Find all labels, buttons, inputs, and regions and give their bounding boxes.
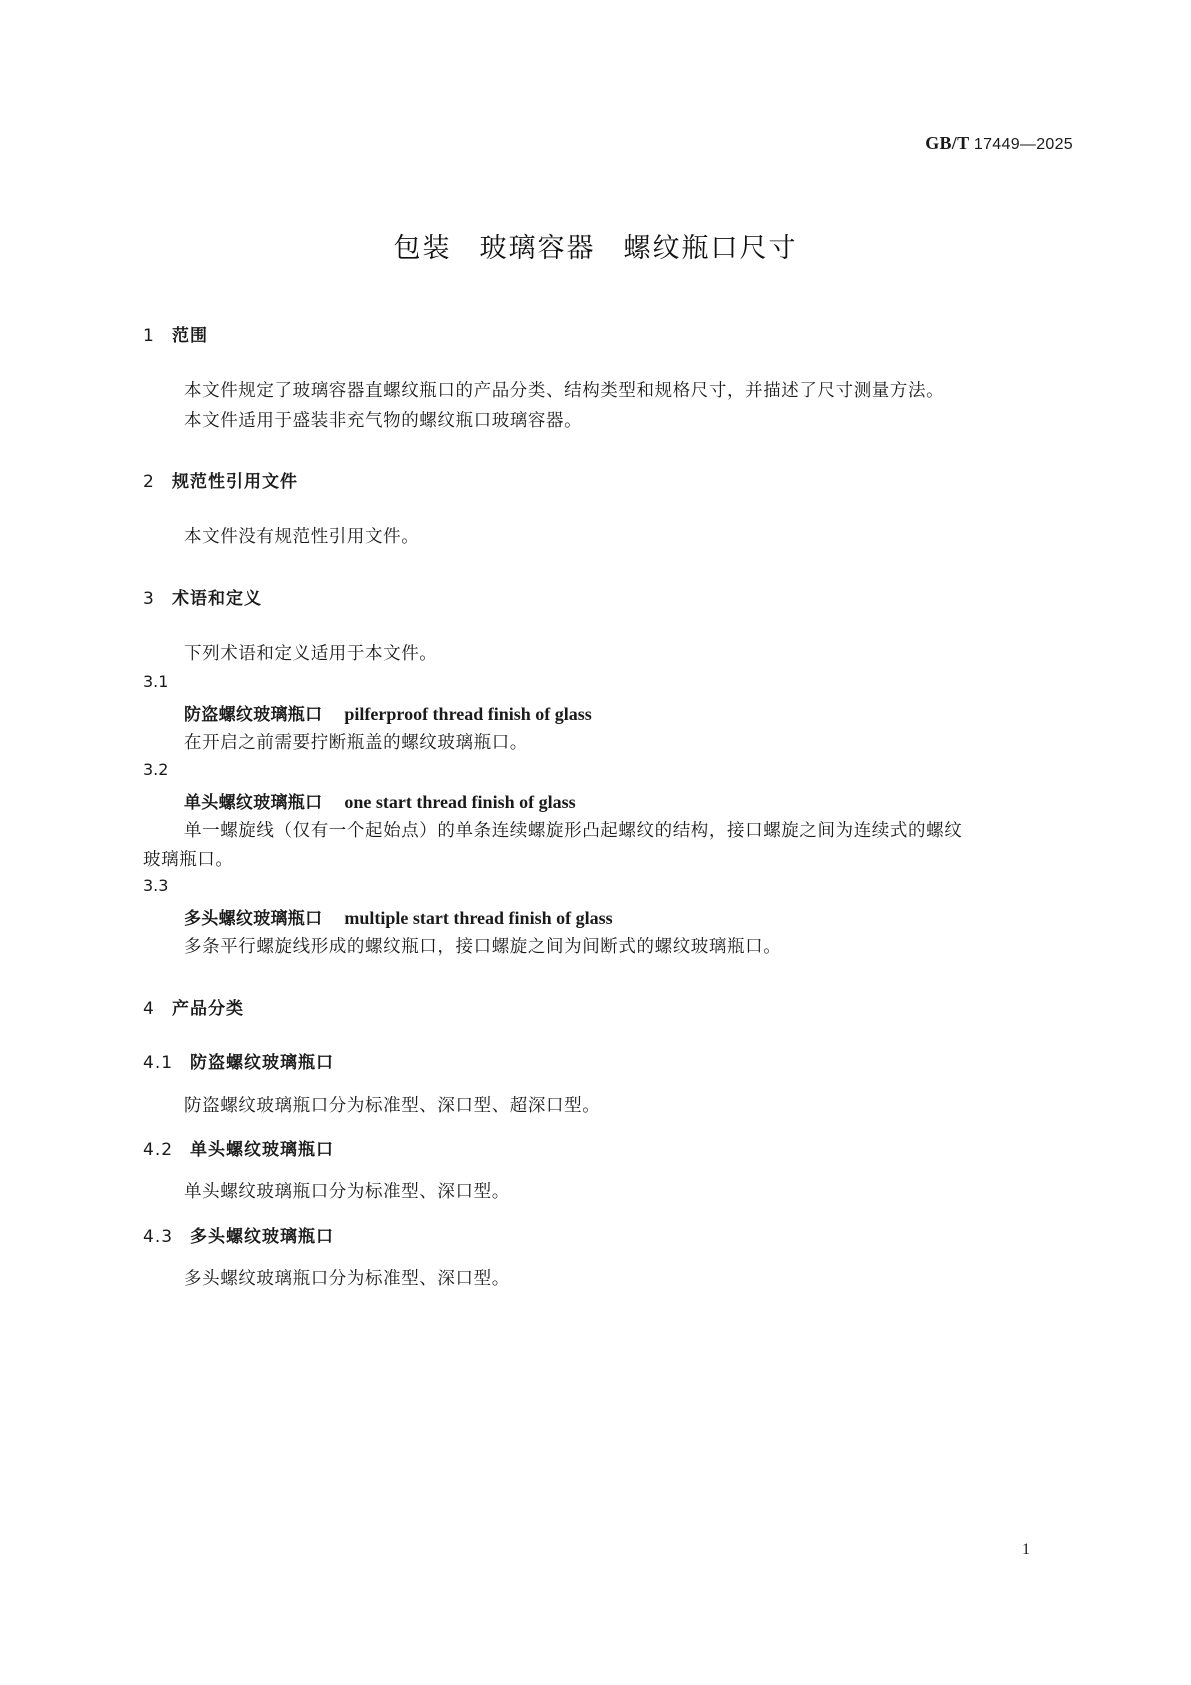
section-1-number: 1 [143,326,155,346]
subsection-4-2-text: 单头螺纹玻璃瓶口分为标准型、深口型。 [184,1182,510,1202]
section-3-title: 术语和定义 [172,589,262,609]
subsection-4-2-title: 单头螺纹玻璃瓶口 [190,1140,334,1160]
section-2-heading [143,467,298,492]
term-3-1-definition: 在开启之前需要拧断瓶盖的螺纹玻璃瓶口。 [184,733,528,753]
subsection-4-3-number: 4.3 [143,1227,174,1247]
subsection-4-1-title: 防盗螺纹玻璃瓶口 [190,1053,334,1073]
subsection-4-1-text: 防盗螺纹玻璃瓶口分为标准型、深口型、超深口型。 [184,1096,601,1116]
term-3-1-cn: 防盗螺纹玻璃瓶口 [184,705,323,725]
section-3-heading [143,584,262,609]
section-3-number: 3 [143,589,155,609]
term-3-2-number: 3.2 [143,760,169,779]
section-4-heading [143,994,244,1019]
title-part-1: 包装 [393,233,452,264]
section-4-number: 4 [143,999,155,1019]
page-number: 1 [1022,1541,1030,1558]
term-3-1-en: pilferproof thread finish of glass [344,704,592,724]
term-3-3-number: 3.3 [143,876,169,895]
section-2-number: 2 [143,472,155,492]
section-1-para-2: 本文件适用于盛装非充气物的螺纹瓶口玻璃容器。 [184,411,583,431]
subsection-4-1-heading [143,1048,334,1073]
section-1-para-1: 本文件规定了玻璃容器直螺纹瓶口的产品分类、结构类型和规格尺寸，并描述了尺寸测量方法。 [184,381,945,401]
term-3-2-en: one start thread finish of glass [344,792,576,812]
term-3-3-en: multiple start thread finish of glass [344,908,613,928]
subsection-4-3-heading [143,1222,334,1247]
term-3-2-definition-line-2: 玻璃瓶口。 [143,850,234,870]
title-part-2: 玻璃容器 [479,233,596,264]
term-3-3-title [184,904,613,929]
term-3-2-cn: 单头螺纹玻璃瓶口 [184,793,323,813]
term-3-1-number: 3.1 [143,672,169,691]
standard-code-number: 17449—2025 [973,136,1073,153]
term-3-2-definition-line-1: 单一螺旋线（仅有一个起始点）的单条连续螺旋形凸起螺纹的结构，接口螺旋之间为连续式的螺纹 [184,821,963,841]
term-3-3-cn: 多头螺纹玻璃瓶口 [184,909,323,929]
term-3-1-title [184,700,592,725]
subsection-4-1-number: 4.1 [143,1053,174,1073]
section-4-title: 产品分类 [172,999,244,1019]
document-title [0,226,1191,265]
term-3-3-definition: 多条平行螺旋线形成的螺纹瓶口，接口螺旋之间为间断式的螺纹玻璃瓶口。 [184,937,782,957]
standard-code [925,133,1073,154]
subsection-4-3-text: 多头螺纹玻璃瓶口分为标准型、深口型。 [184,1269,510,1289]
section-2-title: 规范性引用文件 [172,472,298,492]
section-2-para-1: 本文件没有规范性引用文件。 [184,527,420,547]
section-1-heading [143,321,208,346]
section-1-title: 范围 [172,326,208,346]
subsection-4-2-heading [143,1135,334,1160]
subsection-4-3-title: 多头螺纹玻璃瓶口 [190,1227,334,1247]
section-3-intro: 下列术语和定义适用于本文件。 [184,644,438,664]
standard-code-prefix: GB/T [925,133,970,153]
term-3-2-title [184,788,576,813]
title-part-3: 螺纹瓶口尺寸 [623,233,798,264]
subsection-4-2-number: 4.2 [143,1140,174,1160]
